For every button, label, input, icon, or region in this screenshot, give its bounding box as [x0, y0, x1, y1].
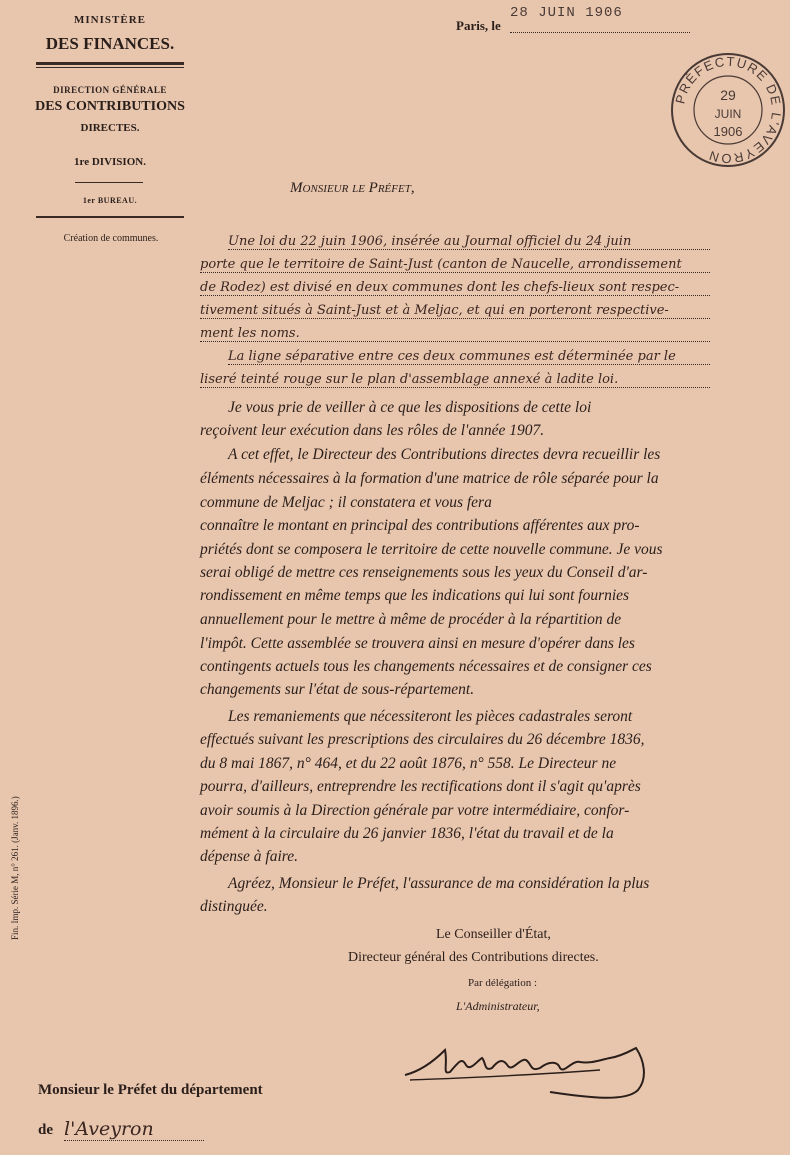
salutation: Monsieur le Préfet, [290, 180, 415, 196]
typed-line: Je vous prie de veiller à ce que les dispositions de cette loi [228, 399, 592, 416]
addressee-line1: Monsieur le Préfet du département [38, 1082, 263, 1098]
typed-line: éléments nécessaires à la formation d'une matrice de rôle séparée pour la [200, 470, 659, 487]
typed-line: effectués suivant les prescriptions des circulaires du 26 décembre 1836, [200, 731, 645, 748]
addressee-department: l'Aveyron [64, 1118, 204, 1141]
stamp-ring-text: PRÉFECTURE DE L'AVEYRON [672, 53, 785, 167]
typed-line: connaître le montant en principal des contributions afférentes aux pro- [200, 517, 640, 534]
printer-side-note: Fin. Imp. Série M, n° 261. (Janv. 1896.) [10, 796, 20, 940]
handwritten-line: liseré teinté rouge sur le plan d'assemblage annexé à ladite loi. [200, 372, 710, 388]
handwritten-signature [400, 1020, 660, 1110]
typed-line: reçoivent leur exécution dans les rôles de l'année 1907. [200, 422, 545, 439]
typed-line: dépense à faire. [200, 848, 298, 865]
administrateur-label: L'Administrateur, [456, 999, 540, 1013]
typed-line: contingents actuels tous les changements nécessaires et de consigner ces [200, 658, 652, 675]
delegation-label: Par délégation : [468, 977, 538, 989]
bureau-heading: 1er BUREAU. [82, 196, 138, 205]
typed-line: avoir soumis à la Direction générale par votre intermédiaire, confor- [200, 802, 630, 819]
typed-line: A cet effet, le Directeur des Contributions directes devra recueillir les [228, 446, 661, 463]
typed-line: priétés dont se composera le territoire de cette nouvelle commune. Je vous [200, 541, 663, 558]
addressee-prefix: de [38, 1122, 53, 1138]
direction-generale-heading: DIRECTION GÉNÉRALE [53, 85, 167, 95]
stamp-day: 29 [720, 87, 736, 103]
bureau-rule [36, 216, 184, 218]
ministere-heading: MINISTÈRE [74, 14, 146, 26]
header-rule [36, 62, 184, 65]
prefecture-stamp [668, 50, 788, 170]
finances-heading: DES FINANCES. [45, 34, 175, 53]
handwritten-line: ment les noms. [200, 326, 710, 342]
handwritten-line: porte que le territoire de Saint-Just (canton de Naucelle, arrondissement [200, 257, 710, 273]
typed-line: l'impôt. Cette assemblée se trouvera ainsi en mesure d'opérer dans les [200, 635, 635, 652]
date-stamp: 28 JUIN 1906 [510, 5, 623, 21]
contributions-heading: DES CONTRIBUTIONS [35, 99, 185, 114]
place-label: Paris, le [456, 18, 501, 33]
typed-line: du 8 mai 1867, n° 464, et du 22 août 1876, n° 558. Le Directeur ne [200, 755, 617, 772]
signatory-function: Directeur général des Contributions directes. [348, 950, 599, 965]
typed-line: pourra, d'ailleurs, entreprendre les rectifications dont il s'agit qu'après [200, 778, 641, 795]
typed-line: Les remaniements que nécessiteront les pièces cadastrales seront [228, 708, 633, 725]
typed-line: rondissement en même temps que les indications qui lui sont fournies [200, 587, 630, 604]
handwritten-line: tivement situés à Saint-Just et à Meljac, et qui en porteront respective- [200, 303, 710, 319]
handwritten-line: Une loi du 22 juin 1906, insérée au Journal officiel du 24 juin [228, 234, 710, 250]
handwritten-line: La ligne séparative entre ces deux communes est déterminée par le [228, 349, 710, 365]
header-rule-thin [36, 67, 184, 68]
typed-line: changements sur l'état de sous-répartement. [200, 681, 475, 698]
typed-line: serai obligé de mettre ces renseignements sous les yeux du Conseil d'ar- [200, 564, 648, 581]
directes-heading: DIRECTES. [80, 122, 140, 134]
date-line [510, 32, 690, 33]
division-heading: 1re DIVISION. [74, 156, 146, 168]
subject-line: Création de communes. [63, 233, 159, 244]
signatory-title: Le Conseiller d'État, [436, 927, 551, 942]
handwritten-line: de Rodez) est divisé en deux communes dont les chefs-lieux sont respec- [200, 280, 710, 296]
typed-line: distinguée. [200, 898, 268, 915]
division-rule [75, 182, 143, 183]
stamp-month: JUIN [714, 107, 742, 121]
typed-line: Agréez, Monsieur le Préfet, l'assurance de ma considération la plus [228, 875, 650, 892]
typed-line: mément à la circulaire du 26 janvier 1836, l'état du travail et de la [200, 825, 614, 842]
stamp-year: 1906 [713, 124, 743, 139]
typed-line: annuellement pour le mettre à même de procéder à la répartition de [200, 611, 622, 628]
typed-line: commune de Meljac ; il constatera et vous fera [200, 494, 492, 511]
